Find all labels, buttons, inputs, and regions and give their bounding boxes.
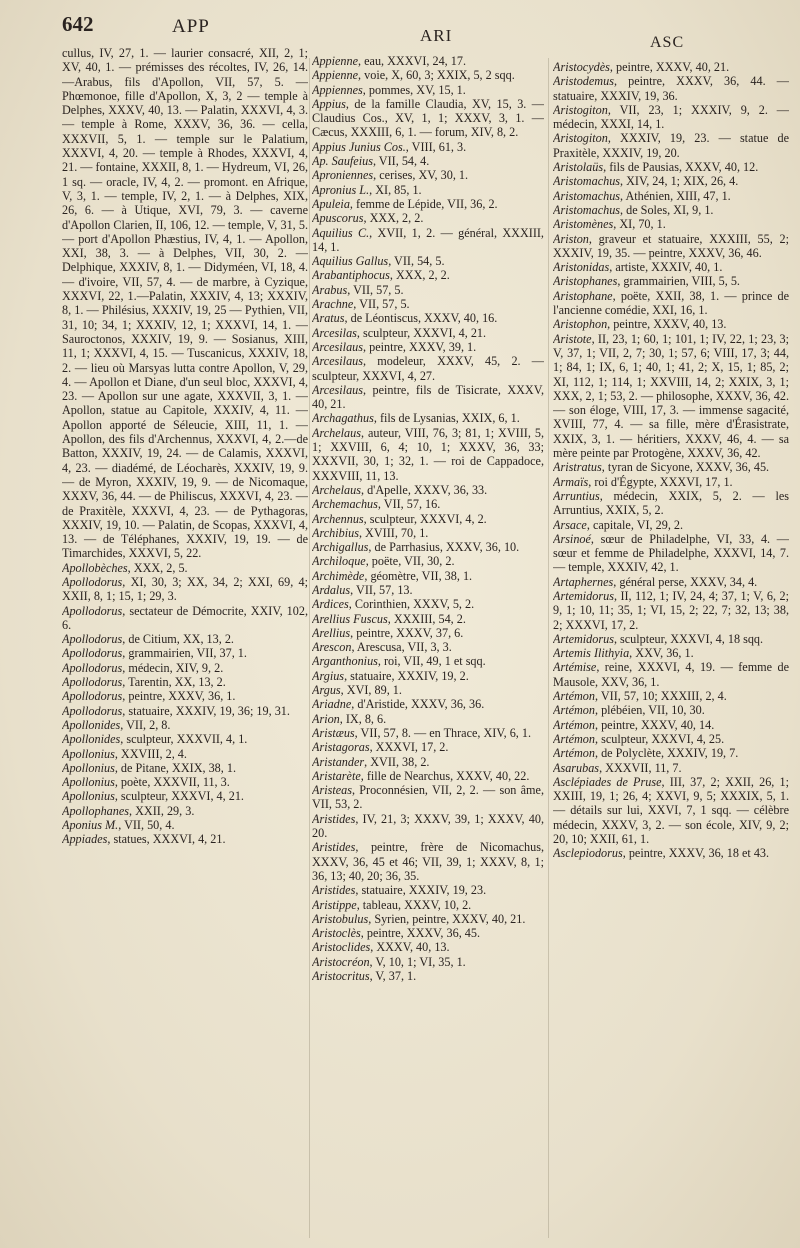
index-entry: Arellius Fuscus, XXXIII, 54, 2. <box>312 611 466 626</box>
index-entry: Aristides, peintre, frère de Nicomachus, XXXV, 36, 45 et 46; VII, 39, 1; XXXV, 8, 1; 36, 13; 40, 20; 36, 35. <box>312 840 544 883</box>
index-entry: Arcesilas, sculpteur, XXXVI, 4, 21. <box>312 325 487 340</box>
index-entry: Aristomachus, de Soles, XI, 9, 1. <box>553 202 714 217</box>
index-entry: Archemachus, VII, 57, 16. <box>312 497 441 512</box>
index-entry: Arsace, capitale, VI, 29, 2. <box>553 517 684 532</box>
index-entry: Apollobèches, XXX, 2, 5. <box>62 560 188 575</box>
index-entry: Apollonius, de Pitane, XXIX, 38, 1. <box>62 760 237 775</box>
index-entry: Aquilius Gallus, VII, 54, 5. <box>312 254 445 269</box>
index-entry: Aristote, II, 23, 1; 60, 1; 101, 1; IV, 22, 1; 23, 3; V, 37, 1; VII, 2, 7; 30, 1; 57, 6; VIII, 17, 3; 44, 1; 84, 1; IX, 6, 1; 40, 1; 41, 2; X, 15, 1; 85, 2; XI, 112, 1; 114, 1; XXVIII, 14, 2; XXIX, 3, 1; XXX, 2, 1; 53, 2. — philosophe, XXXV, 36, 42. — son éloge, VIII, 17, 3. — immense sagacité, XVIII, 77, 4. — sa fille, mère d'Érasistrate, XXIX, 3, 1. — héritiers, XXXV, 46, 4. — sa mère peinte par Protogène, XXXV, 36, 42. <box>553 331 789 461</box>
index-entry: Aristobulus, Syrien, peintre, XXXV, 40, 21. <box>312 911 526 926</box>
index-entry: Apuscorus, XXX, 2, 2. <box>312 211 424 226</box>
column-left <box>62 46 308 1234</box>
index-entry: Aristides, IV, 21, 3; XXXV, 39, 1; XXXV, 40, 20. <box>312 811 544 841</box>
index-entry: Aristolaüs, fils de Pausias, XXXV, 40, 12. <box>553 160 759 175</box>
index-entry: Arsinoé, sœur de Philadelphe, VI, 33, 4. — sœur et femme de Philadelphe, XXXVI, 14, 7. — temple, XXXIV, 42, 1. <box>553 531 789 575</box>
index-columns <box>0 44 800 1234</box>
index-entry: Argius, statuaire, XXXIV, 19, 2. <box>312 668 469 683</box>
index-entry: Aristogiton, VII, 23, 1; XXXIV, 9, 2. — médecin, XXXI, 14, 1. <box>553 102 789 132</box>
index-entry: Arachne, VII, 57, 5. <box>312 297 410 312</box>
index-entry: Apollonides, VII, 2, 8. <box>62 717 171 732</box>
index-entry: Ariston, graveur et statuaire, XXXIII, 55, 2; XXXIV, 19, 35. — peintre, XXXV, 36, 46. <box>553 231 789 260</box>
index-entry: Artémon, de Polyclète, XXXIV, 19, 7. <box>553 746 739 761</box>
header-right-keyword: ASC <box>650 34 685 51</box>
index-entry: Aristratus, tyran de Sicyone, XXXV, 36, 45. <box>553 460 770 475</box>
index-entry: Ariadne, d'Aristide, XXXV, 36, 36. <box>312 697 485 712</box>
index-entry: Apollonius, XXVIII, 2, 4. <box>62 746 187 761</box>
index-entry: Artemidorus, II, 112, 1; IV, 24, 4; 37, 1; V, 6, 2; 9, 1; 10, 11; 35, 1; VI, 15, 2; 22, 7; 32, 13; 38, 2; XXXVI, 17, 2. <box>553 588 789 632</box>
index-entry: Ardices, Corinthien, XXXV, 5, 2. <box>312 597 475 612</box>
index-entry: Aristoclès, peintre, XXXV, 36, 45. <box>312 926 481 941</box>
index-entry: Arcesilaus, peintre, XXXV, 39, 1. <box>312 339 477 354</box>
index-entry: Aristander, XVII, 38, 2. <box>312 754 430 769</box>
index-entry: Appienne, voie, X, 60, 3; XXIX, 5, 2 sqq. <box>312 68 515 83</box>
index-entry: Arellius, peintre, XXXV, 37, 6. <box>312 625 464 640</box>
index-entry: Artaphernes, général perse, XXXV, 34, 4. <box>553 574 758 589</box>
index-entry: Aristodemus, peintre, XXXV, 36, 44. — statuaire, XXXIV, 19, 36. <box>553 74 789 103</box>
index-entry: Arion, IX, 8, 6. <box>312 711 387 726</box>
index-entry: Argus, XVI, 89, 1. <box>312 683 402 698</box>
index-entry: Ap. Saufeius, VII, 54, 4. <box>312 154 430 169</box>
index-entry: Appiades, statues, XXXVI, 4, 21. <box>62 832 226 847</box>
index-entry: Aristides, statuaire, XXXIV, 19, 23. <box>312 883 487 898</box>
index-entry: Aristonidas, artiste, XXXIV, 40, 1. <box>553 260 723 275</box>
index-entry: Aristogiton, XXXIV, 19, 23. — statue de Praxitèle, XXXIV, 19, 20. <box>553 131 789 160</box>
page-number: 642 <box>62 12 94 36</box>
index-entry: cullus, IV, 27, 1. — laurier consacré, XII, 2, 1; XV, 40, 1. — prémisses des récoltes, IV, 26, 14. —Arabus, fils d'Apollon, VII, 57, 5. — Phœmonoe, fille d'Apollon, X, 3, 2 — temple à Delphes, XXXV, 40, 13. — Palatin, XXXVI, 4, 3. — temple à Rome, XXXV, 36, 36. — cella, XXXVII, 5, 1. — temple sur le Palatium, XXXVI, 4, 20. — temple à Rhodes, XXXVI, 4, 21. — fontaine, XXXII, 8, 1. — Hydreum, VI, 26, 1 sq. — oracle, IV, 4, 2. — promont. en Afrique, V, 3, 1. — temple, IV, 2, 1. — à Delphes, XIX, 26, 6. — à Utique, XVI, 79, 3. — caverne d'Apollon Clarien, II, 106, 12. — temple, V, 31, 5. — port d'Apollon Phæstius, IV, 4, 1. — Apollon, XXI, 38, 3. — à Delphes, VII, 30, 2. — Delphique, XXXIV, 8, 1. — Didyméen, VI, 18, 4. — d'ivoire, VII, 57, 4. — de marbre, à Cyzique, XXXVI, 22, 1.—Palatin, XXXIV, 4, 13; XXXIV, 8, 1. — Philésius, XXXIV, 19, 25 — Pythien, VII, 31, 10; 34, 1; XXXIV, 12, 1; XXXVI, 14, 1. — Sauroctonos, XXXIV, 19, 9. — Sosianus, XIII, 11, 1; XXXVI, 4, 15. — Tuscanicus, XXXIV, 18, 2. — lieu où Marsyas lutta contre Apollon, V, 29, 4. — Apollon et Diane, d'un seul bloc, XXXVI, 4, 23. — Apollon sur une agate, XXXVII, 3, 1. — Apollon, statue au Capitole, XXXIV, 4, 11. — Apollon apporté de Séleucie, XIII, 11, 1. — Apollon, des fils d'Archennus, XXXVI, 4, 2.—de Batton, XXXIV, 19, 24. — de Calamis, XXXVI, 4, 23. — diadémé, de Léocharès, XXXIV, 19, 9. — de Myron, XXXIV, 19, 9. — de Nicomaque, XXXV, 36, 44. — de Philiscus, XXXVI, 4, 23. — de Praxitèle, XXXVI, 4, 23. — de Pythagoras, XXXIV, 19, 10. — Palatin, de Scopas, XXXVI, 4, 13. — de Téléphanes, XXXIV, 19, 19. — de Timarchides, XXXVI, 5, 22. <box>62 46 308 561</box>
index-entry: Apollodorus, sectateur de Démocrite, XXIV, 102, 6. <box>62 603 308 632</box>
index-entry: Arabus, VII, 57, 5. <box>312 282 404 297</box>
index-entry: Aristocydès, peintre, XXXV, 40, 21. <box>553 60 730 74</box>
index-entry: Archelaus, d'Apelle, XXXV, 36, 33. <box>312 482 488 497</box>
index-entry: Artémon, sculpteur, XXXVI, 4, 25. <box>553 731 725 746</box>
index-entry: Arcesilaus, peintre, fils de Tisicrate, XXXV, 40, 21. <box>312 382 544 412</box>
column-center <box>312 54 544 1234</box>
index-entry: Apollonius, poète, XXXVII, 11, 3. <box>62 775 230 790</box>
index-entry: Apollodorus, statuaire, XXXIV, 19, 36; 19, 31. <box>62 703 290 718</box>
index-entry: Aristarète, fille de Nearchus, XXXV, 40, 22. <box>312 768 530 783</box>
index-entry: Apollodorus, XI, 30, 3; XX, 34, 2; XXI, 69, 4; XXII, 8, 1; 15, 1; 29, 3. <box>62 574 308 604</box>
column-right <box>553 60 789 1234</box>
header-left-keyword: APP <box>172 16 210 37</box>
index-entry: Appienne, eau, XXXVI, 24, 17. <box>312 54 467 68</box>
header-center-keyword: ARI <box>420 26 453 45</box>
index-entry: Aristophanes, grammairien, VIII, 5, 5. <box>553 274 740 289</box>
index-entry: Artémon, peintre, XXXV, 40, 14. <box>553 717 715 732</box>
index-entry: Armaïs, roi d'Égypte, XXXVI, 17, 1. <box>553 474 733 489</box>
index-entry: Apronius L., XI, 85, 1. <box>312 182 422 197</box>
index-entry: Aristophane, poëte, XXII, 38, 1. — prince de l'ancienne comédie, XXI, 16, 1. <box>553 288 789 318</box>
index-entry: Aproniennes, cerises, XV, 30, 1. <box>312 168 469 183</box>
index-entry: Aristomènes, XI, 70, 1. <box>553 217 666 232</box>
index-entry: Apollodorus, peintre, XXXV, 36, 1. <box>62 689 236 704</box>
index-entry: Archibius, XVIII, 70, 1. <box>312 525 429 540</box>
index-entry: Aristocréon, V, 10, 1; VI, 35, 1. <box>312 954 466 969</box>
index-entry: Archigallus, de Parrhasius, XXXV, 36, 10. <box>312 540 520 555</box>
index-entry: Asclépiades de Pruse, III, 37, 2; XXII, 26, 1; XXIII, 19, 1; 26, 4; XXVI, 9, 5; XXXIX, 5, 1. — détails sur lui, XXVI, 7, 1 sqq. — célèbre médecin, XXXV, 3, 2. — son école, XIV, 9, 2; 20, 10; XXII, 61, 1. <box>553 774 789 847</box>
index-entry: Asarubas, XXXVII, 11, 7. <box>553 760 682 775</box>
index-entry: Aristippe, tableau, XXXV, 10, 2. <box>312 897 472 912</box>
index-entry: Appiennes, pommes, XV, 15, 1. <box>312 82 466 97</box>
index-entry: Asclepiodorus, peintre, XXXV, 36, 18 et 43. <box>553 846 770 861</box>
index-entry: Artemis Ilithyia, XXV, 36, 1. <box>553 646 694 661</box>
index-entry: Arabantiphocus, XXX, 2, 2. <box>312 268 450 283</box>
index-entry: Aponius M., VII, 50, 4. <box>62 818 175 833</box>
index-entry: Arcesilaus, modeleur, XXXV, 45, 2. — sculpteur, XXXVI, 4, 27. <box>312 354 544 383</box>
index-entry: Archelaus, auteur, VIII, 76, 3; 81, 1; XVIII, 5, 1; XXVIII, 6, 4; 10, 1; XXXV, 36, 33; XXXVII, 30, 1; 32, 1. — roi de Cappadoce, XXXVIII, 11, 13. <box>312 425 544 483</box>
index-entry: Ardalus, VII, 57, 13. <box>312 582 413 597</box>
index-entry: Archiloque, poëte, VII, 30, 2. <box>312 554 455 569</box>
index-entry: Aristagoras, XXXVI, 17, 2. <box>312 740 449 755</box>
index-entry: Aquilius C., XVII, 1, 2. — général, XXXIII, 14, 1. <box>312 225 544 254</box>
index-entry: Apollodorus, médecin, XIV, 9, 2. <box>62 660 224 675</box>
index-entry: Appius Junius Cos., VIII, 61, 3. <box>312 139 467 154</box>
index-entry: Apollonius, sculpteur, XXXVI, 4, 21. <box>62 789 244 804</box>
index-entry: Aristomachus, XIV, 24, 1; XIX, 26, 4. <box>553 174 739 189</box>
index-entry: Arganthonius, roi, VII, 49, 1 et sqq. <box>312 654 486 669</box>
index-entry: Artémon, plébéien, VII, 10, 30. <box>553 703 705 718</box>
index-entry: Aristocritus, V, 37, 1. <box>312 969 417 983</box>
index-entry: Apollodorus, grammairien, VII, 37, 1. <box>62 646 247 661</box>
index-entry: Arescon, Arescusa, VII, 3, 3. <box>312 640 452 655</box>
index-entry: Aristophon, peintre, XXXV, 40, 13. <box>553 317 727 332</box>
index-entry: Artémon, VII, 57, 10; XXXIII, 2, 4. <box>553 689 727 704</box>
index-entry: Apollonides, sculpteur, XXXVII, 4, 1. <box>62 732 248 747</box>
index-entry: Aristæus, VII, 57, 8. — en Thrace, XIV, 6, 1. <box>312 725 532 740</box>
index-entry: Archagathus, fils de Lysanias, XXIX, 6, 1. <box>312 411 520 426</box>
index-entry: Aristomachus, Athénien, XIII, 47, 1. <box>553 188 731 203</box>
index-entry: Artemidorus, sculpteur, XXXVI, 4, 18 sqq. <box>553 631 764 646</box>
index-entry: Aristoclides, XXXV, 40, 13. <box>312 940 450 955</box>
index-entry: Apollodorus, Tarentin, XX, 13, 2. <box>62 675 226 690</box>
index-entry: Appius, de la famille Claudia, XV, 15, 3. — Claudius Cos., XV, 1, 1; XXXV, 3, 1. — Cæcus, XXXIII, 6, 1. — forum, XIV, 8, 2. <box>312 96 544 140</box>
index-entry: Apuleia, femme de Lépide, VII, 36, 2. <box>312 196 498 211</box>
index-entry: Aristeas, Proconnésien, VII, 2, 2. — son âme, VII, 53, 2. <box>312 783 544 812</box>
index-entry: Archimède, géomètre, VII, 38, 1. <box>312 568 473 583</box>
index-entry: Artémise, reine, XXXVI, 4, 19. — femme de Mausole, XXV, 36, 1. <box>553 660 789 689</box>
index-entry: Arruntius, médecin, XXIX, 5, 2. — les Arruntius, XXIX, 5, 2. <box>553 488 789 518</box>
index-entry: Apollodorus, de Citium, XX, 13, 2. <box>62 632 234 647</box>
index-entry: Apollophanes, XXII, 29, 3. <box>62 803 195 818</box>
index-entry: Archennus, sculpteur, XXXVI, 4, 2. <box>312 511 487 526</box>
index-entry: Aratus, de Léontiscus, XXXV, 40, 16. <box>312 311 498 326</box>
